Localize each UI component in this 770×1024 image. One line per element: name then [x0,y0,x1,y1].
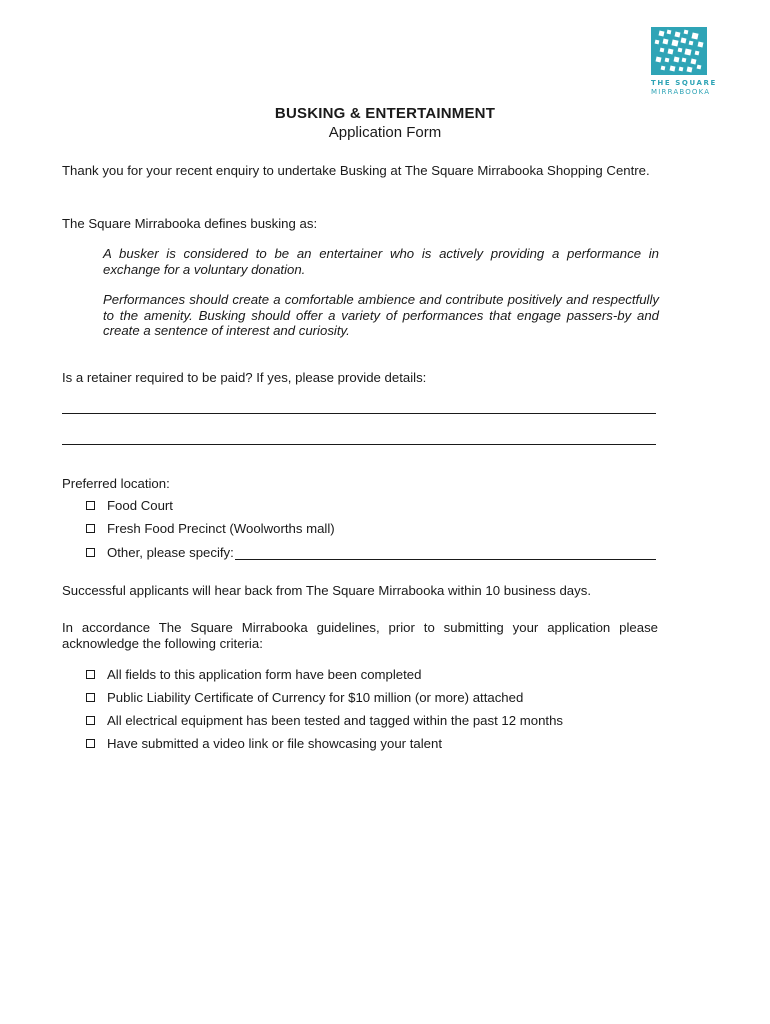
criteria-item-electrical-tested[interactable] [86,711,563,729]
other-location-input[interactable] [235,545,656,560]
location-option-food-court[interactable] [86,496,173,514]
response-time-notice: Successful applicants will hear back from The Square Mirrabooka within 10 business days. [62,583,591,598]
form-title: BUSKING & ENTERTAINMENT [274,105,496,122]
intro-thanks: Thank you for your recent enquiry to undertake Busking at The Square Mirrabooka Shopping Centre. [62,163,650,178]
location-option-label: Food Court [107,497,173,513]
criteria-intro: In accordance The Square Mirrabooka guidelines, prior to submitting your application please acknowledge the following criteria: [62,620,658,651]
logo-text-line2: MIRRABOOKA [651,88,711,96]
retainer-answer-line-1[interactable] [62,413,656,414]
criteria-item-public-liability[interactable] [86,688,523,706]
form-subtitle: Application Form [328,124,442,141]
logo-mark-icon [651,27,707,75]
location-option-label: Fresh Food Precinct (Woolworths mall) [107,520,335,536]
criteria-item-label: All fields to this application form have been completed [107,666,422,682]
definition-paragraph-2: Performances should create a comfortable ambience and contribute positively and respectfully to the amenity. Busking should offer a variety of performances that engage passers-by and create a sentence of interest and curiosity. [103,292,659,338]
location-option-fresh-food-precinct[interactable] [86,519,335,537]
checkbox-icon[interactable] [86,524,95,533]
checkbox-icon[interactable] [86,739,95,748]
retainer-answer-line-2[interactable] [62,444,656,445]
location-option-label: Other, please specify: [107,544,234,560]
checkbox-icon[interactable] [86,548,95,557]
checkbox-icon[interactable] [86,670,95,679]
checkbox-icon[interactable] [86,716,95,725]
criteria-item-label: All electrical equipment has been tested and tagged within the past 12 months [107,712,563,728]
criteria-item-fields-completed[interactable] [86,665,421,683]
definition-paragraph-1: A busker is considered to be an entertainer who is actively providing a performance in exchange for a voluntary donation. [103,246,659,277]
criteria-item-label: Have submitted a video link or file showcasing your talent [107,735,442,751]
criteria-item-label: Public Liability Certificate of Currency for $10 million (or more) attached [107,689,524,705]
location-option-other[interactable] [86,543,656,561]
checkbox-icon[interactable] [86,693,95,702]
the-square-logo [651,27,717,97]
retainer-question: Is a retainer required to be paid? If yes, please provide details: [62,370,427,385]
preferred-location-label: Preferred location: [62,476,170,491]
logo-text-line1: THE SQUARE [651,79,717,87]
criteria-item-video-submitted[interactable] [86,734,442,752]
checkbox-icon[interactable] [86,501,95,510]
busking-definition-intro: The Square Mirrabooka defines busking as: [62,216,318,231]
